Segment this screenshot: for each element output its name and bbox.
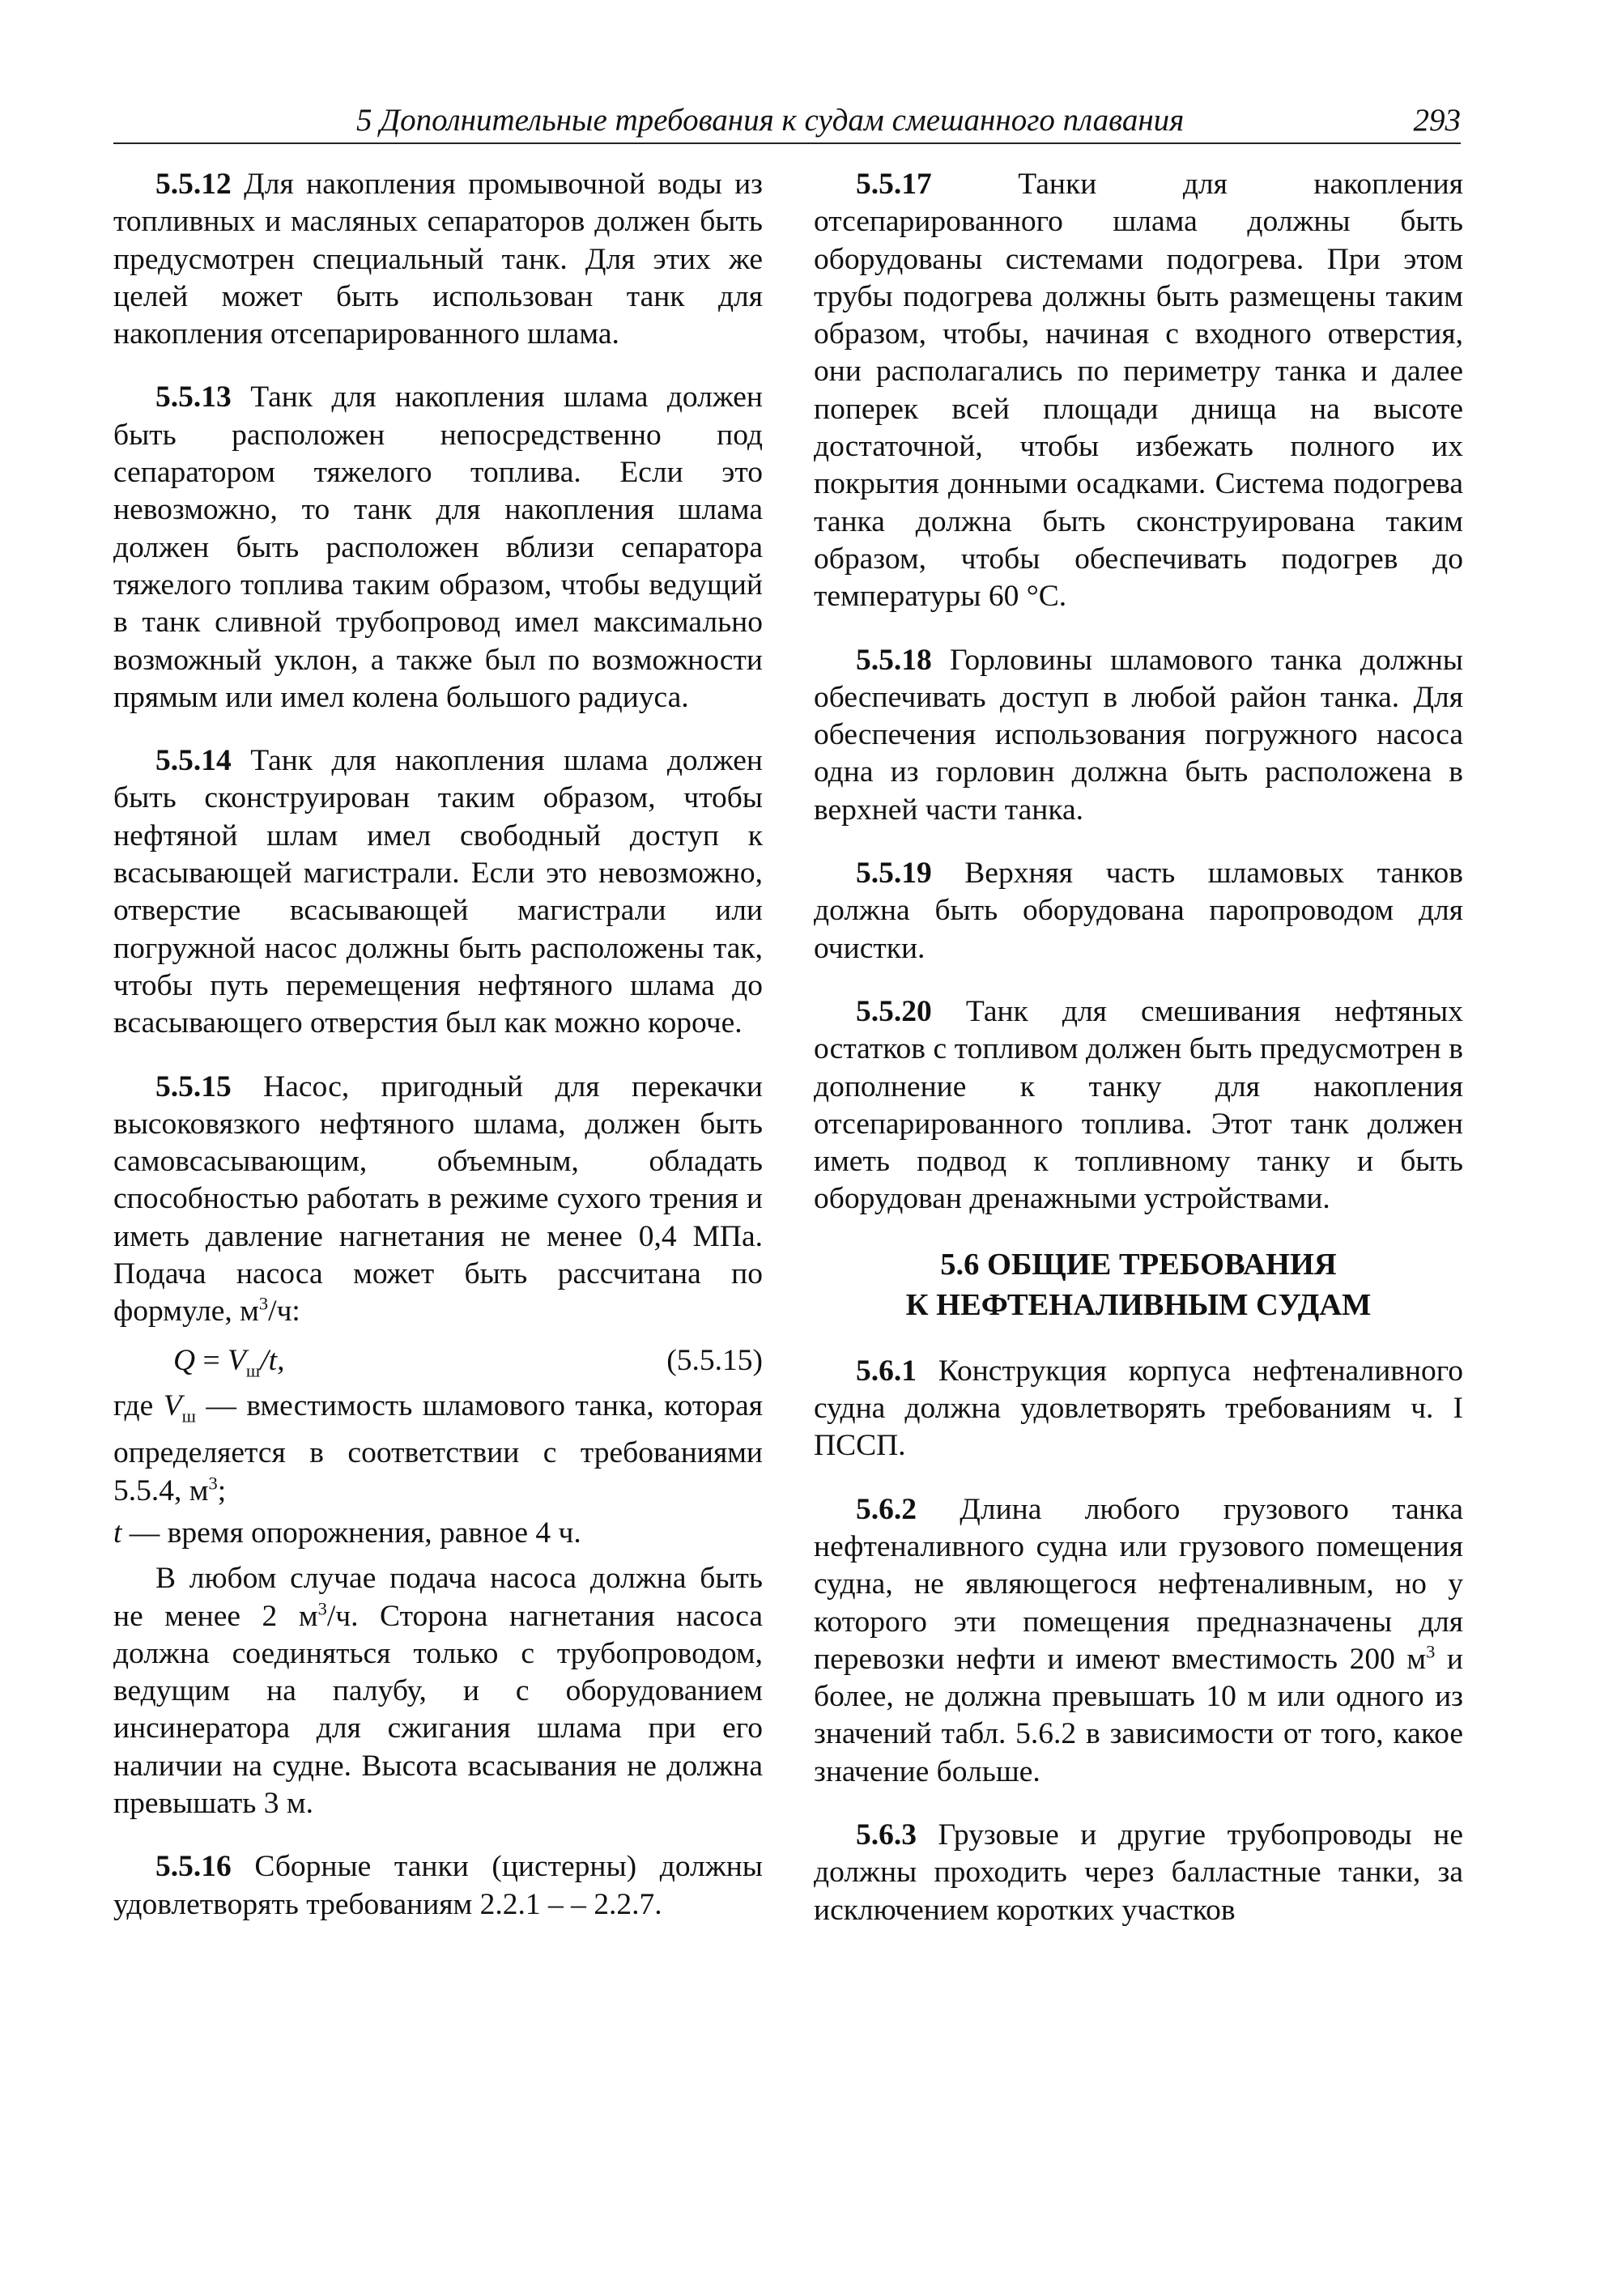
page-number: 293 bbox=[1413, 103, 1461, 138]
paragraph-5-5-20: 5.5.20 Танк для смешивания нефтяных остатков с топливом должен быть предусмотрен в дополнение к танку для накопления отсепарированного топлива. Этот танк должен иметь подвод к топливному танку и быть оборудован дренажными устройствами. bbox=[814, 994, 1463, 1216]
header-title: 5 Дополнительные требования к судам смешанного плавания bbox=[356, 103, 1185, 138]
formula-5-5-15 bbox=[113, 1342, 763, 1380]
paragraph-5-5-17: 5.5.17 Танки для накопления отсепарированного шлама должны быть оборудованы системами подогрева. При этом трубы подогрева должны быть размещены таким образом, чтобы, начиная с входного отверстия, они располагались по периметру танка и далее поперек всей площади днища на высоте достаточной, чтобы избежать полного их покрытия донными осадками. Система подогрева танка должна быть сконструирована таким образом, чтобы обеспечивать подогрев до температуры 60 °С. bbox=[814, 168, 1463, 614]
formula-expression: $Q = V_ш/t$, bbox=[173, 1343, 285, 1381]
paragraph-5-5-13: 5.5.13 Танк для накопления шлама должен быть расположен непосредственно под сепаратором тяжелого топлива. Если это невозможно, то танк для накопления шлама должен быть расположен вблизи сепаратора тяжелого топлива таким образом, чтобы ведущий в танк сливной трубопровод имел максимально возможный уклон, а также был по возможности прямым или имел колена большого радиуса. bbox=[113, 381, 763, 714]
section-heading-5-6: 5.6 ОБЩИЕ ТРЕБОВАНИЯ К НЕФТЕНАЛИВНЫМ СУДАМ bbox=[905, 1247, 1372, 1322]
paragraph-5-6-2: 5.6.2 Длина любого грузового танка нефтеналивного судна или грузового помещения судна, не являющегося нефтеналивным, но у которого эти помещения предназначены для перевозки нефти и имеют вместимость 200 $м^3$ и более, не должна превышать 10 м или одного из значений табл. 5.6.2 в зависимости от того, какое значение больше. bbox=[814, 1492, 1463, 1788]
formula-definition-t: t — время опорожнения, равное 4 ч. bbox=[113, 1516, 581, 1550]
paragraph-5-5-12: 5.5.12 Для накопления промывочной воды из топливных и масляных сепараторов должен быть предусмотрен специальный танк. Для этих же целей может быть использован танк для накопления отсепарированного шлама. bbox=[113, 168, 763, 351]
formula-number: (5.5.15) bbox=[666, 1343, 763, 1377]
paragraph-5-6-1: 5.6.1 Конструкция корпуса нефтеналивного судна должна удовлетворять требованиям ч. I ПССП. bbox=[814, 1354, 1463, 1463]
paragraph-5-5-16: 5.5.16 Сборные танки (цистерны) должны удовлетворять требованиям 2.2.1 – – 2.2.7. bbox=[113, 1850, 763, 1921]
paragraph-5-6-3: 5.6.3 Грузовые и другие трубопроводы не должны проходить через балластные танки, за исключением коротких участков bbox=[814, 1818, 1463, 1927]
left-column bbox=[113, 166, 763, 1949]
paragraph-5-5-19: 5.5.19 Верхняя часть шламовых танков должна быть оборудована паропроводом для очистки. bbox=[814, 857, 1463, 965]
paragraph-any-case: В любом случае подача насоса должна быть не менее 2 $м^3/ч$. Сторона нагнетания насоса должна соединяться только с трубопроводом, ведущим на палубу, и с оборудованием инсинератора для сжигания шлама при его наличии на судне. Высота всасывания не должна превышать 3 м. bbox=[113, 1562, 763, 1821]
paragraph-5-5-18: 5.5.18 Горловины шламового танка должны обеспечивать доступ в любой район танка. Для обеспечения использования погружного насоса одна из горловин должна быть расположена в верхней части танка. bbox=[814, 643, 1463, 827]
formula-definition-v: где $V_ш$ — вместимость шламового танка, которая определяется в соответствии с требованиями 5.5.4, $м^3$; bbox=[113, 1388, 763, 1507]
running-header bbox=[113, 96, 1461, 144]
right-column bbox=[814, 166, 1463, 1955]
paragraph-5-5-14: 5.5.14 Танк для накопления шлама должен быть сконструирован таким образом, чтобы нефтяной шлам имел свободный доступ к всасывающей магистрали. Если это невозможно, отверстие всасывающей магистрали или погружной насос должны быть расположены так, чтобы путь перемещения нефтяного шлама до всасывающего отверстия был как можно короче. bbox=[113, 744, 763, 1040]
paragraph-5-5-15: 5.5.15 Насос, пригодный для перекачки высоковязкого нефтяного шлама, должен быть самовсасывающим, объемным, обладать способностью работать в режиме сухого трения и иметь давление нагнетания не менее 0,4 МПа. Подача насоса может быть рассчитана по формуле, $м^3/ч$: bbox=[113, 1069, 763, 1329]
header-rule bbox=[113, 142, 1461, 144]
